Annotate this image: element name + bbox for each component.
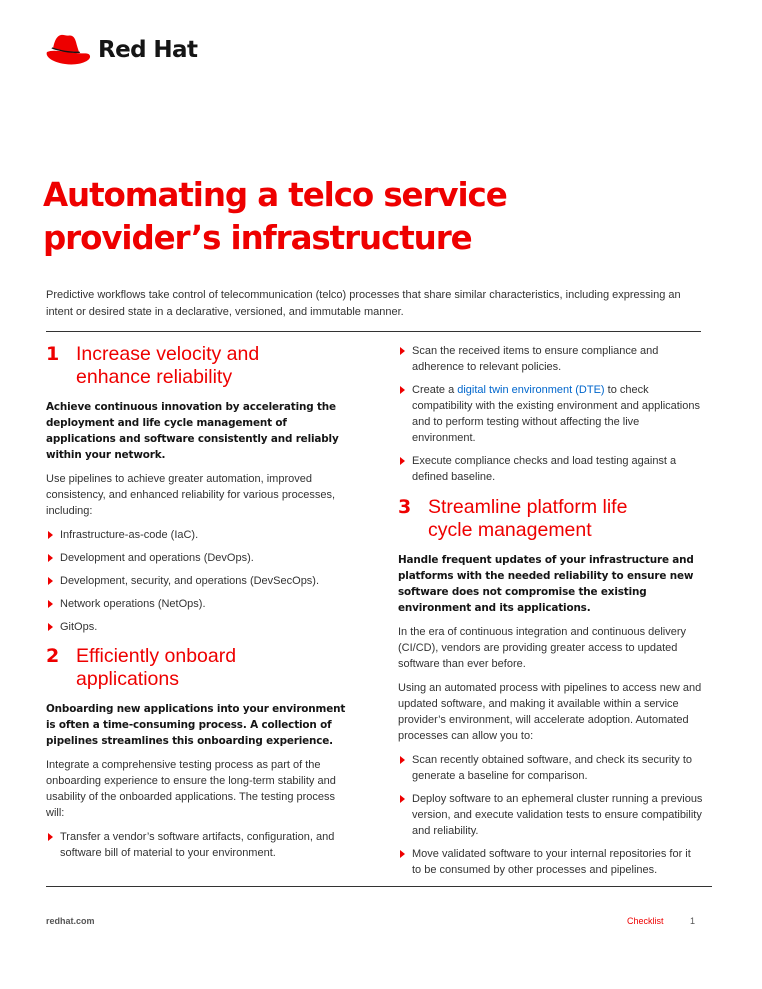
section-3 [398, 496, 703, 878]
list-item-dte [398, 382, 703, 446]
list-item: Scan recently obtained software, and check its security to generate a baseline for comparison. [398, 752, 703, 784]
section-2-bullet-list-start [46, 829, 346, 861]
section-2-lead: Onboarding new applications into your environment is often a time-consuming process. A collection of pipelines streamlines this onboarding experience. [46, 703, 346, 747]
section-3-heading [398, 496, 703, 542]
section-3-title-line-2: cycle management [428, 519, 592, 541]
section-3-bullet-list [398, 752, 703, 878]
list-item: Transfer a vendor’s software artifacts, configuration, and software bill of material to your environment. [46, 829, 346, 861]
list-item: Execute compliance checks and load testing against a defined baseline. [398, 453, 703, 485]
list-item: Network operations (NetOps). [46, 596, 346, 612]
section-2-bullet-list-continued [398, 343, 703, 485]
section-3-number: 3 [398, 496, 412, 518]
page-title-line-2: provider’s infrastructure [43, 219, 472, 257]
section-2-heading [46, 645, 346, 691]
section-2-title [76, 645, 236, 691]
section-1-title-line-1: Increase velocity and [76, 343, 260, 365]
list-item: GitOps. [46, 619, 346, 635]
list-item: Development and operations (DevOps). [46, 550, 346, 566]
section-1-body: Use pipelines to achieve greater automation, improved consistency, and enhanced reliability for various processes, including: [46, 473, 336, 517]
list-item: Scan the received items to ensure compliance and adherence to relevant policies. [398, 343, 703, 375]
intro-paragraph: Predictive workflows take control of telecommunication (telco) processes that share similar characteristics, including expressing an intent or desired state in a declarative, versioned, and immutable manner. [46, 289, 681, 318]
footer-page-number: 1 [690, 916, 696, 926]
section-2-body: Integrate a comprehensive testing process as part of the onboarding experience to ensure the long-term stability and usability of the onboarded applications. The testing process will: [46, 759, 336, 819]
section-3-title [428, 496, 627, 542]
list-item: Move validated software to your internal repositories for it to be consumed by other processes and pipelines. [398, 846, 703, 878]
section-2-number: 2 [46, 645, 60, 667]
digital-twin-environment-link[interactable]: digital twin environment (DTE) [457, 384, 605, 396]
section-3-title-line-1: Streamline platform life [428, 496, 628, 518]
footer-doc-type: Checklist [627, 916, 664, 926]
red-hat-logo[interactable] [43, 30, 197, 70]
footer-divider [46, 886, 712, 887]
section-3-lead: Handle frequent updates of your infrastructure and platforms with the needed reliability to ensure new software does not compromise the existing environment and its applications. [398, 554, 694, 614]
list-item: Development, security, and operations (DevSecOps). [46, 573, 346, 589]
section-1-lead: Achieve continuous innovation by accelerating the deployment and life cycle management of applications and software consistently and reliably within your network. [46, 401, 339, 461]
page-title [43, 174, 643, 260]
red-hat-fedora-icon [43, 32, 93, 68]
page-title-line-1: Automating a telco service [43, 176, 507, 214]
top-divider [46, 331, 701, 332]
section-3-body-1: In the era of continuous integration and continuous delivery (CI/CD), vendors are providing greater access to updated software than ever before. [398, 626, 687, 670]
list-item: Deploy software to an ephemeral cluster running a previous version, and execute validation tests to ensure compatibility and reliability. [398, 791, 703, 839]
section-1-number: 1 [46, 343, 60, 365]
section-1 [46, 343, 346, 635]
section-1-title-line-2: enhance reliability [76, 366, 233, 388]
brand-name: Red Hat [98, 37, 198, 63]
section-2 [46, 645, 346, 861]
right-column [398, 343, 703, 885]
dte-text-after: to check compatibility with the existing environment and applications and to perform testing without affecting the live environment. [412, 384, 700, 444]
section-1-title [76, 343, 259, 389]
footer-site-link[interactable]: redhat.com [46, 916, 95, 926]
section-3-body-2: Using an automated process with pipelines to access new and updated software, and making it available within a service provider’s environment, will accelerate adoption. Automated processes can allow you to: [398, 682, 702, 742]
section-1-bullet-list [46, 527, 346, 635]
section-2-title-line-2: applications [76, 668, 179, 690]
dte-text-before: Create a [412, 384, 458, 396]
section-2-title-line-1: Efficiently onboard [76, 645, 237, 667]
list-item: Infrastructure-as-code (IaC). [46, 527, 346, 543]
left-column [46, 343, 346, 868]
section-1-heading [46, 343, 346, 389]
